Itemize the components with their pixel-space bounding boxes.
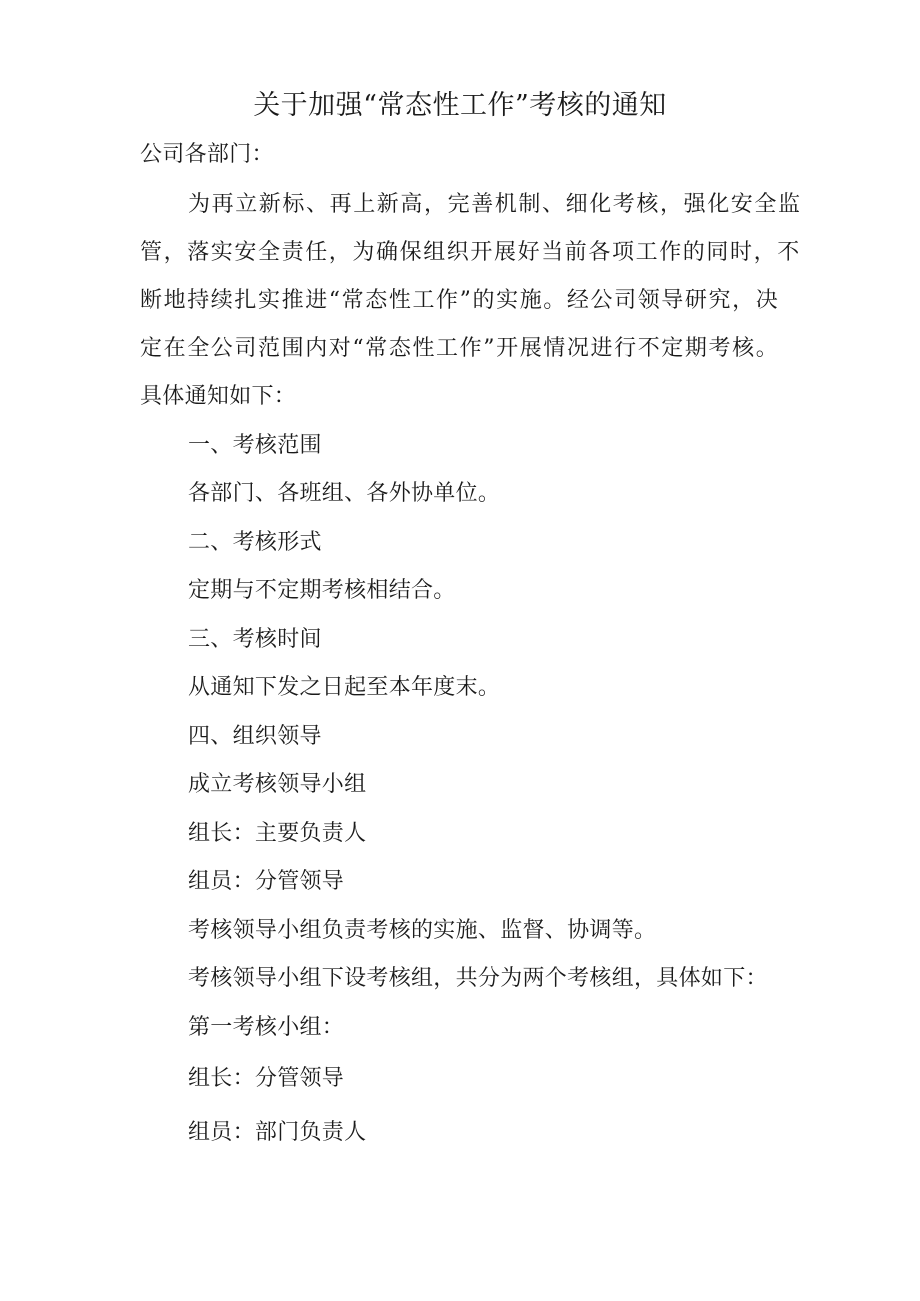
- section-heading-leadership: 四、组织领导: [188, 724, 322, 749]
- intro-line-3: 断地持续扎实推进“常态性工作”的实施。经公司领导研究，决: [140, 288, 780, 313]
- section-heading-time: 三、考核时间: [188, 627, 322, 652]
- leadership-line-7: 组员：部门负责人: [188, 1120, 367, 1145]
- section-heading-form: 二、考核形式: [188, 530, 322, 555]
- leadership-line-1: 组长：主要负责人: [188, 821, 367, 846]
- salutation: 公司各部门：: [140, 142, 274, 167]
- intro-line-1: 为再立新标、再上新高，完善机制、细化考核，强化安全监: [188, 192, 802, 217]
- section-body-form: 定期与不定期考核相结合。: [188, 578, 456, 603]
- leadership-line-4: 考核领导小组下设考核组，共分为两个考核组，具体如下：: [188, 966, 768, 991]
- section-body-time: 从通知下发之日起至本年度末。: [188, 675, 501, 700]
- leadership-line-6: 组长：分管领导: [188, 1066, 345, 1091]
- intro-line-5: 具体通知如下：: [140, 384, 297, 409]
- leadership-line-2: 组员：分管领导: [188, 869, 345, 894]
- section-body-scope: 各部门、各班组、各外协单位。: [188, 481, 501, 506]
- intro-line-4: 定在全公司范围内对“常态性工作”开展情况进行不定期考核。: [140, 336, 780, 361]
- document-title: 关于加强“常态性工作”考核的通知: [253, 90, 667, 121]
- section-body-leadership: 成立考核领导小组: [188, 772, 367, 797]
- leadership-line-3: 考核领导小组负责考核的实施、监督、协调等。: [188, 918, 657, 943]
- section-heading-scope: 一、考核范围: [188, 433, 322, 458]
- leadership-line-5: 第一考核小组：: [188, 1015, 345, 1040]
- intro-line-2: 管，落实安全责任，为确保组织开展好当前各项工作的同时，不: [140, 240, 801, 265]
